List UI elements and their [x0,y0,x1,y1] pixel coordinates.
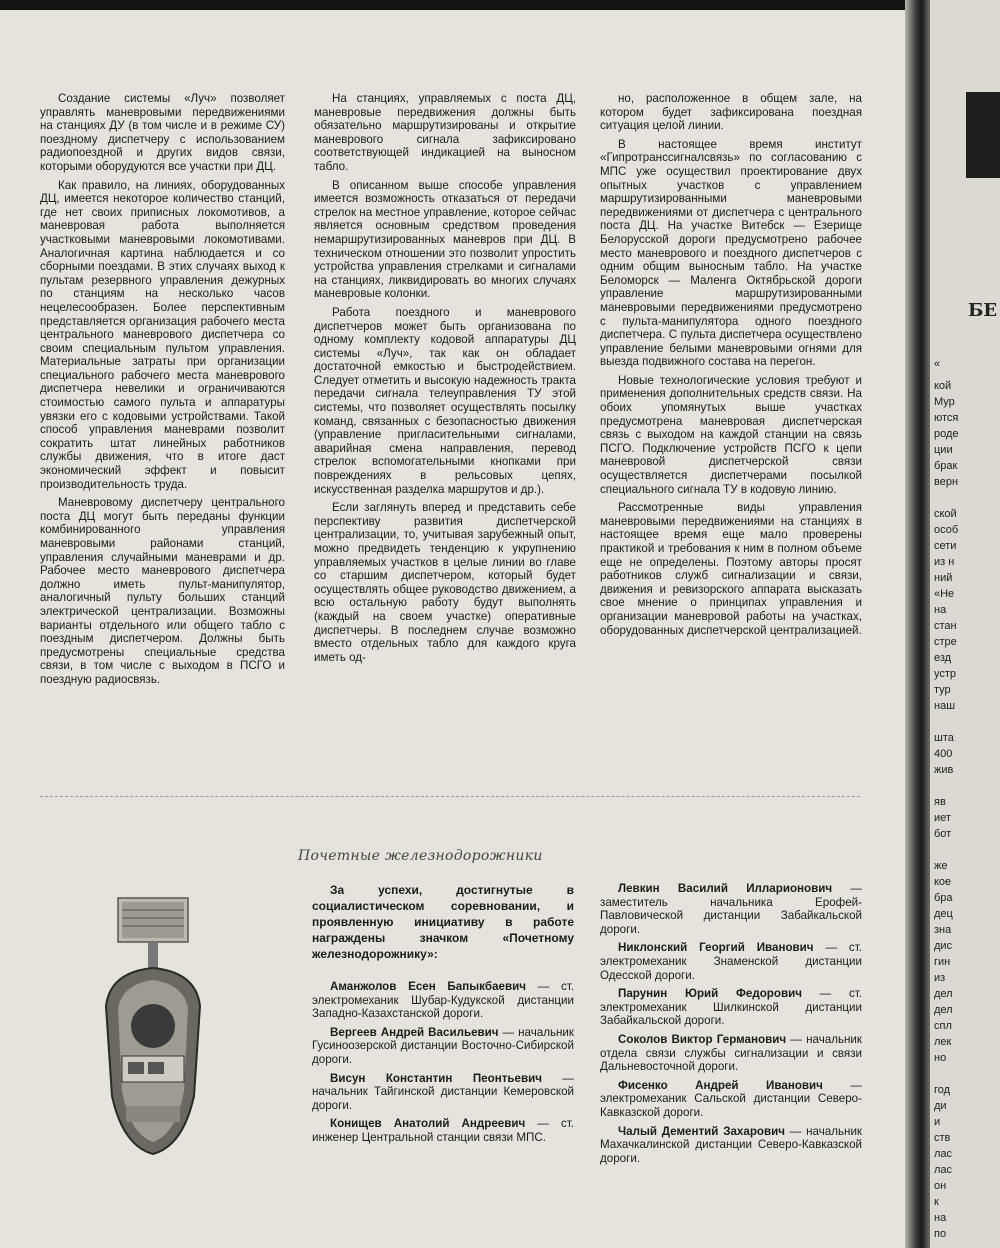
text-fragment: лас [934,1148,953,1160]
article-column-1 [40,92,285,692]
paragraph: На станциях, управляемых с поста ДЦ, маневровые передвижения должны быть обязательно маршрутизированы и открытие маневрового сигнала зафиксировано соответствующей индикацией на выносном табло. [314,92,576,173]
awards-list-right [600,882,862,1170]
article-column-2 [314,92,576,669]
text-fragment: дел [934,988,953,1000]
paragraph: Рассмотренные виды управления маневровыми передвижениями на станциях в настоящее время еще мало проверены практикой и требования к ним в полном объеме еще не определены. Поэтому авторы просят работников служб сигнализации и связи, движения и ревизорского аппарата высказать свое мнение о принципах управления и организации маневровой работы на участках, оборудованных диспетчерской централизацией. [600,501,862,637]
awardee-position: — начальник Гусиноозерской дистанции Восточно-Сибирской дороги. [312,1025,574,1066]
paragraph: но, расположенное в общем зале, на котором будет зафиксирована поездная ситуация целой линии. [600,92,862,133]
awardee-name: Висун Константин Пеонтьевич [330,1071,542,1085]
awardee-name: Парунин Юрий Федорович [618,987,802,1001]
text-fragment: дис [934,940,953,952]
awardee-position: — начальник Тайгинской дистанции Кемеровской дороги. [312,1071,574,1112]
awardee-position: — ст. инженер Центральной станции связи МПС. [312,1117,574,1144]
paragraph: Как правило, на линиях, оборудованных ДЦ, имеется некоторое количество станций, где нет своих приписных локомотивов, а маневровая работа выполняется участковыми маневровыми локомотивами. Аналогичная картина наблюдается и со сборными поездами. В этих случаях выход к пультам резервного управления дежурных по станциям на несколько часов нецелесообразен. Более перспективным представляется организация рабочего места центрального маневрового диспетчера со своим специальным пультом управления. Материальные затраты при организации специального рабочего места маневрового диспетчера невелики и ограничиваются стоимостью самого пульта и аппаратуры увязки его с кодовыми устройствами. Такой способ управления маневрами позволит сократить штат линейных работников службы движения, что в итоге даст экономический эффект и повысит производительность труда. [40,178,285,491]
text-fragment: дец [934,908,953,920]
text-fragment: яв [934,796,946,808]
text-fragment: же [934,860,948,872]
awardee-name: Конищев Анатолий Андреевич [330,1117,526,1131]
text-fragment: к [934,1196,939,1208]
page-fold [905,0,933,1248]
award-entry [600,1125,862,1166]
article-column-3 [600,92,862,642]
paragraph: Маневровому диспетчеру центрального поста ДЦ могут быть переданы функции комбинированного управления маневровыми районами станций, управления случайными маневрами и др. Рабочее место маневрового диспетчера должно иметь пульт-манипулятор, аналогичный пульту больших станций электрической централизации. Возможны варианты отдельного или общего табло с поездным диспетчером. Должны быть предусмотрены специальные средства связи, в том числе с выходом в ПСГО и поездную радиосвязь. [40,496,285,686]
text-fragment: стан [934,620,957,632]
text-fragment: Мур [934,396,955,408]
text-fragment: особ [934,524,959,536]
text-fragment: гин [934,956,951,968]
award-entry [312,1026,574,1067]
text-fragment: 400 [934,748,953,760]
awardee-position: — ст. электромеханик Знаменской дистанции Одесской дороги. [600,941,862,982]
awards-intro: За успехи, достигнутые в социалистическом соревновании, и проявленную инициативу в работе награждены значком «Почетному железнодорожнику»: [312,883,574,961]
awardee-position: — электромеханик Сальской дистанции Северо-Кавказской дороги. [600,1078,862,1119]
text-fragment: сети [934,540,957,552]
paragraph: Новые технологические условия требуют и применения дополнительных средств связи. На обоих упомянутых выше участках предусмотрена маневровая диспетчерская связь с выходом на каждой станции на связь ПСГО. Подключение устройств ПСГО к цепи маневровой диспетчерской связи осуществляется диспетчерами посылкой специального сигнала ТУ в кодовую линию. [600,373,862,496]
awardee-name: Соколов Виктор Германович [618,1032,787,1046]
text-fragment: роде [934,428,959,440]
awardee-position: — ст. электромеханик Шилкинской дистанции Забайкальской дороги. [600,987,862,1028]
text-fragment: ди [934,1100,947,1112]
text-fragment: кой [934,380,952,392]
awardee-position: — заместитель начальника Ерофей-Павловической дистанции Забайкальской дороги. [600,882,862,936]
awards-section-title: Почетные железнодорожники [298,848,543,864]
text-fragment: ции [934,444,953,456]
award-entry [600,1033,862,1074]
award-entry [312,1117,574,1144]
text-fragment: шта [934,732,954,744]
awardee-name: Вергеев Андрей Васильевич [330,1025,499,1039]
text-fragment: ются [934,412,959,424]
text-fragment: кое [934,876,952,888]
paragraph: Работа поездного и маневрового диспетчеров может быть организована по одному комплекту кодовой аппаратуры ДЦ системы «Луч», так как он обладает достаточной емкостью и быстродействием. Следует отметить и высокую надежность тракта передачи сигнала телеуправления ТУ этой системы, что позволяет осуществлять посылку команд, связанных с безопасностью движения (управление пригласительными сигналами, аварийная смена направления, перевод стрелок вспомогательными кнопками при повреждениях в рельсовых цепях, искусственная разделка маршрутов и др.). [314,305,576,496]
text-fragment: устр [934,668,957,680]
section-divider [40,796,860,797]
text-fragment: год [934,1084,951,1096]
text-fragment: спл [934,1020,952,1032]
award-entry [312,1072,574,1113]
paragraph: Если заглянуть вперед и представить себе перспективу развития диспетчерской централизации, то, учитывая зарубежный опыт, можно предвидеть тенденцию к укрупнению управляемых участков в целые линии во главе со старшим диспетчером, который будет осуществлять общее руководство движением, а всю остальную работу будут выполнять (каждый на своем участке) оперативные диспетчеры. В последнем случае возможно вместо отдельных табло для каждого круга иметь од- [314,501,576,664]
text-fragment: ний [934,572,953,584]
text-fragment: но [934,1052,947,1064]
awardee-position: — начальник отдела связи службы сигнализации и связи Дальневосточной дороги. [600,1032,862,1074]
text-fragment: он [934,1180,947,1192]
text-fragment: по [934,1228,947,1240]
top-border [0,0,905,10]
text-fragment: ской [934,508,957,520]
text-fragment: брак [934,460,958,472]
text-fragment: из н [934,556,955,568]
text-fragment: на [934,1212,947,1224]
award-entry [312,980,574,1021]
honorary-railwayman-badge-icon [88,896,218,1156]
paragraph: В настоящее время институт «Гипротранссигналсвязь» по согласованию с МПС уже осуществил проектирование двух опытных участков с управлением маршрутизированными маневровыми передвижениями от диспетчера с центрального поста ДЦ. На участке Витебск — Езерище Белорусской дороги предусмотрено рабочее место маневрового и поездного диспетчеров с одним общим выносным табло. На участке Беломорск — Маленга Октябрьской дороги управление маршрутизированными маневровыми передвижениями предусмотрено с пульта-манипулятора одного поездного диспетчера. С пульта диспетчера осуществлено управление белыми маневровыми огнями для выезда подвижного состава на перегон. [600,137,862,369]
award-entry [600,882,862,936]
text-fragment: лас [934,1164,953,1176]
award-entry [600,987,862,1028]
awardee-name: Фисенко Андрей Иванович [618,1078,823,1092]
text-fragment: лек [934,1036,952,1048]
text-fragment: «Не [934,588,955,600]
awardee-position: — начальник Махачкалинской дистанции Северо-Кавказской дороги. [600,1124,862,1165]
awards-list-left [312,980,574,1150]
awardee-name: Левкин Василий Илларионович [618,882,833,895]
text-fragment: из [934,972,946,984]
text-fragment: дел [934,1004,953,1016]
text-fragment: на [934,604,947,616]
awardee-position: — ст. электромеханик Шубар-Кудукской дистанции Западно-Казахстанской дороги. [312,980,574,1021]
award-entry [600,1079,862,1120]
text-fragment: ств [934,1132,951,1144]
next-page-heading-fragment: БЕ [968,300,998,321]
awardee-name: Никлонский Георгий Иванович [618,941,814,955]
next-page-edge [930,0,1000,1248]
awardee-name: Аманжолов Есен Бапыкбаевич [330,980,526,993]
paragraph: В описанном выше способе управления имеется возможность отказаться от передачи стрелок на местное управление, которое сейчас является основным средством проведения немаршрутизированных маневров при ДЦ. В техническом отношении это позволит упростить устройства управления стрелками и сигналами на станциях, ликвидировать во многих случаях маневровые колонки. [314,178,576,301]
text-fragment: стре [934,636,957,648]
text-fragment: зна [934,924,952,936]
text-fragment: « [934,358,941,370]
text-fragment: тур [934,684,951,696]
text-fragment: иет [934,812,951,824]
text-fragment: бот [934,828,952,840]
text-fragment: и [934,1116,941,1128]
text-fragment: жив [934,764,954,776]
text-fragment: бра [934,892,953,904]
text-fragment: езд [934,652,952,664]
next-page-header-block [966,92,1000,178]
text-fragment: верн [934,476,959,488]
award-entry [600,941,862,982]
paragraph: Создание системы «Луч» позволяет управлять маневровыми передвижениями на станциях ДУ (в том числе и в режиме СУ) поездному диспетчеру с использованием радиопоездной и других видов связи, которыми оборудуются все участки при ДЦ. [40,92,285,173]
awardee-name: Чалый Дементий Захарович [618,1124,785,1138]
text-fragment: наш [934,700,956,712]
